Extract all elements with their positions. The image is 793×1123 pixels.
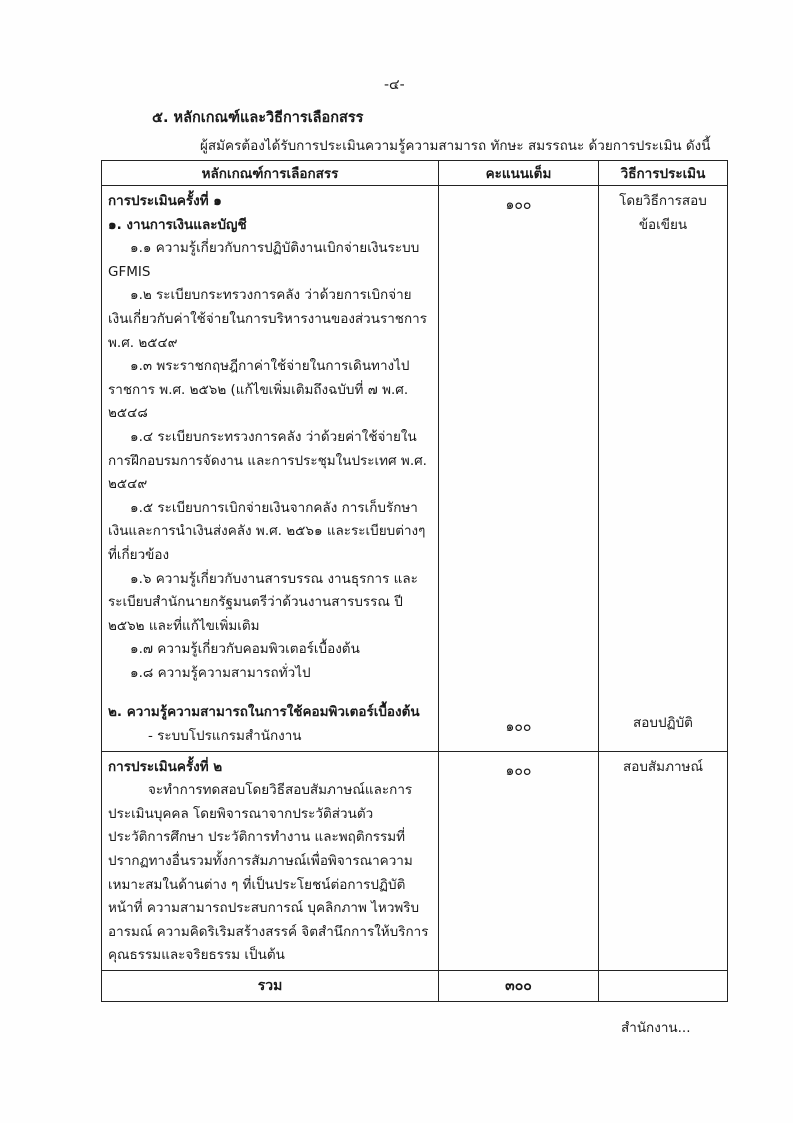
round1-title: การประเมินครั้งที่ ๑ [108,193,222,209]
round2-criteria [102,751,439,970]
round1-method-cell [599,186,728,752]
round2-method-cell [599,751,728,970]
table-row-round1 [102,186,728,752]
header-score: คะแนนเต็ม [439,161,599,186]
total-label: รวม [102,971,439,1002]
round2-score-cell [439,751,599,970]
round2-text: จะทำการทดสอบโดยวิธีสอบสัมภาษณ์และการประเมินบุคคล โดยพิจารณาจากประวัติส่วนตัว ประวัติการศึกษา ประวัติการทำงาน และพฤติกรรมที่ปรากฏทางอื่นรวมทั้งการสัมภาษณ์เพื่อพิจารณาความเหมาะสมในด้านต่าง ๆ ที่เป็นประโยชน์ต่อการปฏิบัติหน้าที่ ความสามารถประสบการณ์ บุคลิกภาพ ไหวพริบ อารมณ์ ความคิดริเริมสร้างสรรค์ จิตสำนึกการให้บริการคุณธรรมและจริยธรรม เป็นต้น [108,782,429,964]
list-item: ๑.๒ ระเบียบกระทรวงการคลัง ว่าด้วยการเบิกจ่ายเงินเกี่ยวกับค่าใช้จ่ายในการบริหารงานของส่วนราชการ พ.ศ. ๒๕๔๙ [108,287,427,351]
round1-score-cell [439,186,599,752]
round1-score: ๑๐๐ [505,197,532,213]
list-item: ๑.๕ ระเบียบการเบิกจ่ายเงินจากคลัง การเก็บรักษาเงินและการนำเงินส่งคลัง พ.ศ. ๒๕๖๑ และระเบียบต่างๆที่เกี่ยวข้อง [108,499,426,563]
list-item: ๑.๗ ความรู้เกี่ยวกับคอมพิวเตอร์เบื้องต้น [130,641,360,658]
total-score: ๓๐๐ [439,971,599,1002]
section-title: ๕. หลักเกณฑ์และวิธีการเลือกสรร [152,110,364,126]
round1-heading: ๑. งานการเงินและบัญชี [108,216,247,233]
list-item: ๑.๘ ความรู้ความสามารถทั่วไป [130,664,311,681]
criteria-table [101,160,728,1002]
round2-score: ๑๐๐ [505,762,532,779]
round1-criteria [102,186,439,752]
round1-heading2: ๒. ความรู้ความสามารถในการใช้คอมพิวเตอร์เบื้องต้น [108,704,420,721]
round1-method2: สอบปฏิบัติ [633,715,693,731]
table-header-row [102,161,728,186]
footer-continuation: สำนักงาน... [621,1020,691,1036]
list-item: ๑.๔ ระเบียบกระทรวงการคลัง ว่าด้วยค่าใช้จ่ายในการฝึกอบรมการจัดงาน และการประชุมในประเทศ พ.ศ. ๒๕๔๙ [108,428,427,493]
round1-method: โดยวิธีการสอบข้อเขียน [619,193,707,233]
list-item: ๑.๑ ความรู้เกี่ยวกับการปฏิบัติงานเบิกจ่ายเงินระบบ GFMIS [108,240,420,280]
list-item: ๑.๖ ความรู้เกี่ยวกับงานสารบรรณ งานธุรการ และระเบียบสำนักนายกรัฐมนตรีว่าด้วนงานสารบรรณ ปี ๒๕๖๒ และที่แก้ไขเพิ่มเติม [108,570,418,634]
header-criteria: หลักเกณฑ์การเลือกสรร [102,161,439,186]
table-total-row [102,971,728,1002]
total-method-empty [599,971,728,1002]
table-row-round2 [102,751,728,970]
page-number: -๔- [384,77,405,93]
intro-text: ผู้สมัครต้องได้รับการประเมินความรู้ความสามารถ ทักษะ สมรรถนะ ด้วยการประเมิน ดังนี้ [200,138,711,154]
header-method: วิธีการประเมิน [599,161,728,186]
round2-title: การประเมินครั้งที่ ๒ [108,758,223,775]
list-item: ๑.๓ พระราชกฤษฎีกาค่าใช้จ่ายในการเดินทางไปราชการ พ.ศ. ๒๕๖๒ (แก้ไขเพิ่มเติมถึงฉบับที่ ๗ พ.ศ. ๒๕๔๘ [108,358,410,422]
round1-sub2: - ระบบโปรแกรมสำนักงาน [148,728,302,745]
round1-score2: ๑๐๐ [505,719,532,735]
round2-method: สอบสัมภาษณ์ [623,758,703,775]
